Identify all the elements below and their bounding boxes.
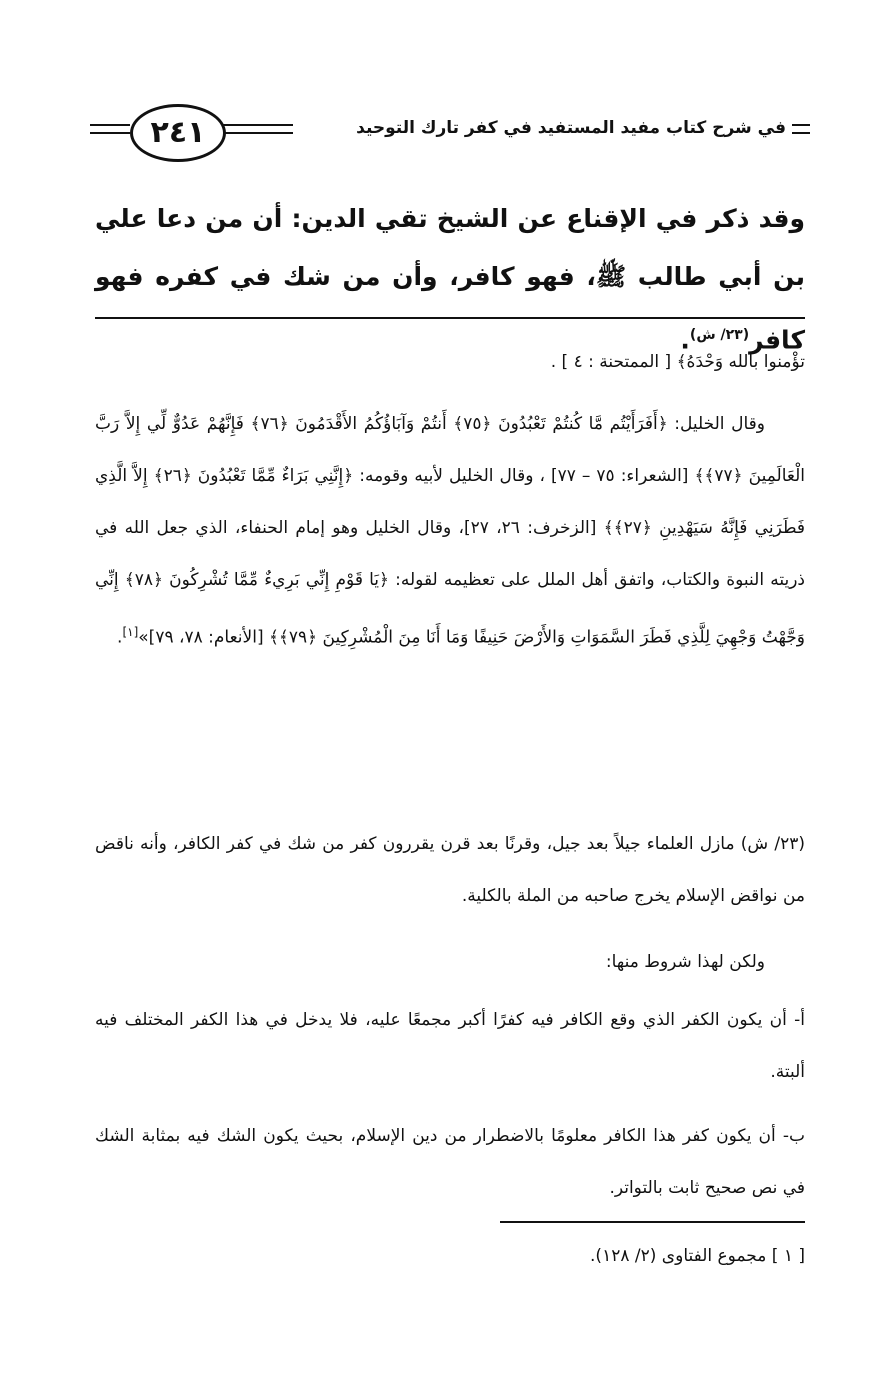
footnote-rule <box>500 1221 805 1223</box>
note-p4: ولكن لهذا شروط منها: <box>605 952 765 972</box>
conditions-intro <box>95 936 805 988</box>
note-p2-end: . <box>117 627 123 648</box>
note-p6: ب- أن يكون كفر هذا الكافر معلومًا بالاضطرار من دين الإسلام، بحيث يكون الشك فيه بمثابة الشك في نص صحيح ثابت بالتواتر. <box>95 1126 805 1198</box>
running-title: في شرح كتاب مفيد المستفيد في كفر تارك التوحيد <box>356 118 786 138</box>
page-header <box>90 100 810 160</box>
note-khalil-paragraph <box>95 398 805 664</box>
commentary-paragraph <box>95 818 805 922</box>
header-rule-left <box>90 124 130 134</box>
condition-b <box>95 1110 805 1214</box>
footnote: [ ١ ] مجموع الفتاوى (٢/ ١٢٨). <box>590 1246 805 1266</box>
condition-a <box>95 994 805 1098</box>
separator-rule <box>95 317 805 319</box>
commentary-ref-mark: (٢٣/ ش) <box>689 327 750 343</box>
main-paragraph-text: وقد ذكر في الإقناع عن الشيخ تقي الدين: أن من دعا علي بن أبي طالب ﷺ، فهو كافر، وأن من شك في كفره فهو كافر <box>95 204 805 355</box>
note-continuation <box>95 336 805 388</box>
note-p3: (٢٣/ ش) مازل العلماء جيلاً بعد جيل، وقرنًا بعد قرن يقررون كفر من شك في كفر الكافر، وأنه ناقض من نواقض الإسلام يخرج صاحبه من الملة بالكلية. <box>95 834 805 906</box>
main-paragraph-end: . <box>680 325 690 355</box>
page-number: ٢٤١ <box>130 104 226 162</box>
note-p5: أ- أن يكون الكفر الذي وقع الكافر فيه كفرًا أكبر مجمعًا عليه، فلا يدخل في هذا الكفر المختلف فيه ألبتة. <box>95 1010 805 1082</box>
note-p1: تؤْمنوا بالله وَحْدَهُ﴾ [ الممتحنة : ٤ ] . <box>550 352 805 372</box>
note-p2-text: وقال الخليل: ﴿أَفَرَأَيْتُم مَّا كُنتُمْ تَعْبُدُونَ ﴿٧٥﴾ أَنتُمْ وَآبَاؤُكُمُ الأَقْدَمُونَ ﴿٧٦﴾ فَإِنَّهُمْ عَدُوٌّ لِّي إِلاَّ رَبَّ الْعَالَمِينَ ﴿٧٧﴾﴾ [الشعراء: ٧٥ – ٧٧] ، وقال الخليل لأبيه وقومه: ﴿إِنَّنِي بَرَاءٌ مِّمَّا تَعْبُدُونَ ﴿٢٦﴾ إِلاَّ الَّذِي فَطَرَنِي فَإِنَّهُ سَيَهْدِينِ ﴿٢٧﴾﴾ [الزخرف: ٢٦، ٢٧]، وقال الخليل وهو إمام الحنفاء، الذي جعل الله في ذريته النبوة والكتاب، واتفق أهل الملل على تعظيمه لقوله: ﴿يَا قَوْمِ إِنِّي بَرِيءٌ مِّمَّا تُشْرِكُونَ ﴿٧٨﴾ إِنِّي وَجَّهْتُ وَجْهِيَ لِلَّذِي فَطَرَ السَّمَوَاتِ وَالأَرْضَ حَنِيفًا وَمَا أَنَا مِنَ الْمُشْرِكِينَ ﴿٧٩﴾﴾ [الأنعام: ٧٨، ٧٩]» <box>95 414 806 648</box>
header-rule-middle <box>223 124 293 134</box>
header-rule-right <box>792 124 810 134</box>
note-p2 <box>95 398 805 664</box>
footnote-ref-1: [١] <box>122 625 139 639</box>
